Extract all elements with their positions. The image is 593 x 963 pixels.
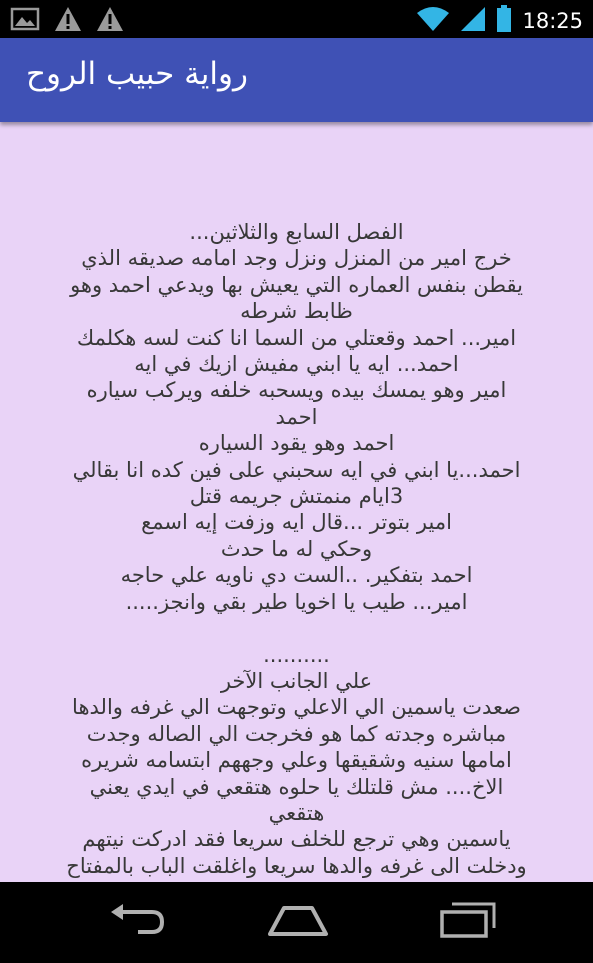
story-line: احمد وهو يقود السياره <box>198 431 395 456</box>
story-content[interactable] <box>0 122 593 882</box>
story-line: الاخ.... مش قلتلك يا حلوه هتقعي في ايدي يعني <box>89 774 504 799</box>
story-line: احمد... ايه يا ابني مفيش ازيك في ايه <box>134 352 459 377</box>
home-button[interactable] <box>258 896 338 948</box>
story-line: امير بتوتر ...قال ايه وزفت إيه اسمع <box>141 510 452 535</box>
story-line: احمد <box>275 404 318 429</box>
image-icon <box>10 6 40 36</box>
page-title: رواية حبيب الروح <box>26 56 248 92</box>
story-line: امير... طيب يا اخويا طير بقي وانجز..... <box>125 589 468 614</box>
battery-icon <box>496 5 512 37</box>
story-line: وحكي له ما حدث <box>220 536 373 561</box>
back-button[interactable] <box>98 896 178 948</box>
app-bar <box>0 38 593 122</box>
system-icons <box>416 5 583 37</box>
status-bar <box>0 0 593 38</box>
story-line: مباشره وجدته كما هو فخرجت الي الصاله وجدت <box>86 721 507 746</box>
wifi-icon <box>416 6 450 36</box>
story-line: الفصل السابع والثلاثين... <box>189 220 404 244</box>
story-line: امير... احمد وقعتلي من السما انا كنت لسه هكلمك <box>76 325 517 350</box>
story-line: ظابط شرطه <box>240 299 353 324</box>
warning-icon <box>54 6 82 36</box>
story-line: خرج امير من المنزل ونزل وجد امامه صديقه الذي <box>81 246 512 271</box>
navigation-bar <box>0 882 593 963</box>
story-line: ودخلت الى غرفه والدها سريعا واغلقت الباب بالمفتاح <box>66 853 527 878</box>
story-line: علي الجانب الآخر <box>220 668 373 693</box>
story-line: صعدت ياسمين الي الاعلي وتوجهت الي غرفه والدها <box>72 695 521 720</box>
story-line: احمد...يا ابني في ايه سحبني على فين كده انا بقالي <box>72 457 521 482</box>
story-line: 3ايام منمتش جريمه قتل <box>189 484 404 509</box>
story-line <box>18 615 575 641</box>
signal-icon <box>460 6 486 36</box>
warning-icon <box>96 6 124 36</box>
home-icon <box>266 902 330 942</box>
recents-button[interactable] <box>428 896 508 948</box>
story-line: امامها سنيه وشقيقها وعلي وجههم ابتسامه شريره <box>81 748 512 773</box>
story-text <box>18 219 575 879</box>
notification-icons <box>10 6 124 36</box>
story-line: .......... <box>263 642 330 667</box>
story-line: احمد بتفكير. ..الست دي ناويه علي حاجه <box>120 563 473 588</box>
clock: 18:25 <box>522 9 583 33</box>
back-icon <box>108 902 168 942</box>
story-line: امير وهو يمسك بيده ويسحبه خلفه ويركب سياره <box>86 378 507 403</box>
story-line: ياسمين وهي ترجع للخلف سريعا فقد ادركت نيتهم <box>82 827 511 852</box>
recents-icon <box>438 900 498 944</box>
story-line: هتقعي <box>268 800 325 825</box>
story-line: يقطن بنفس العماره التي يعيش بها ويدعي احمد وهو <box>70 272 523 297</box>
